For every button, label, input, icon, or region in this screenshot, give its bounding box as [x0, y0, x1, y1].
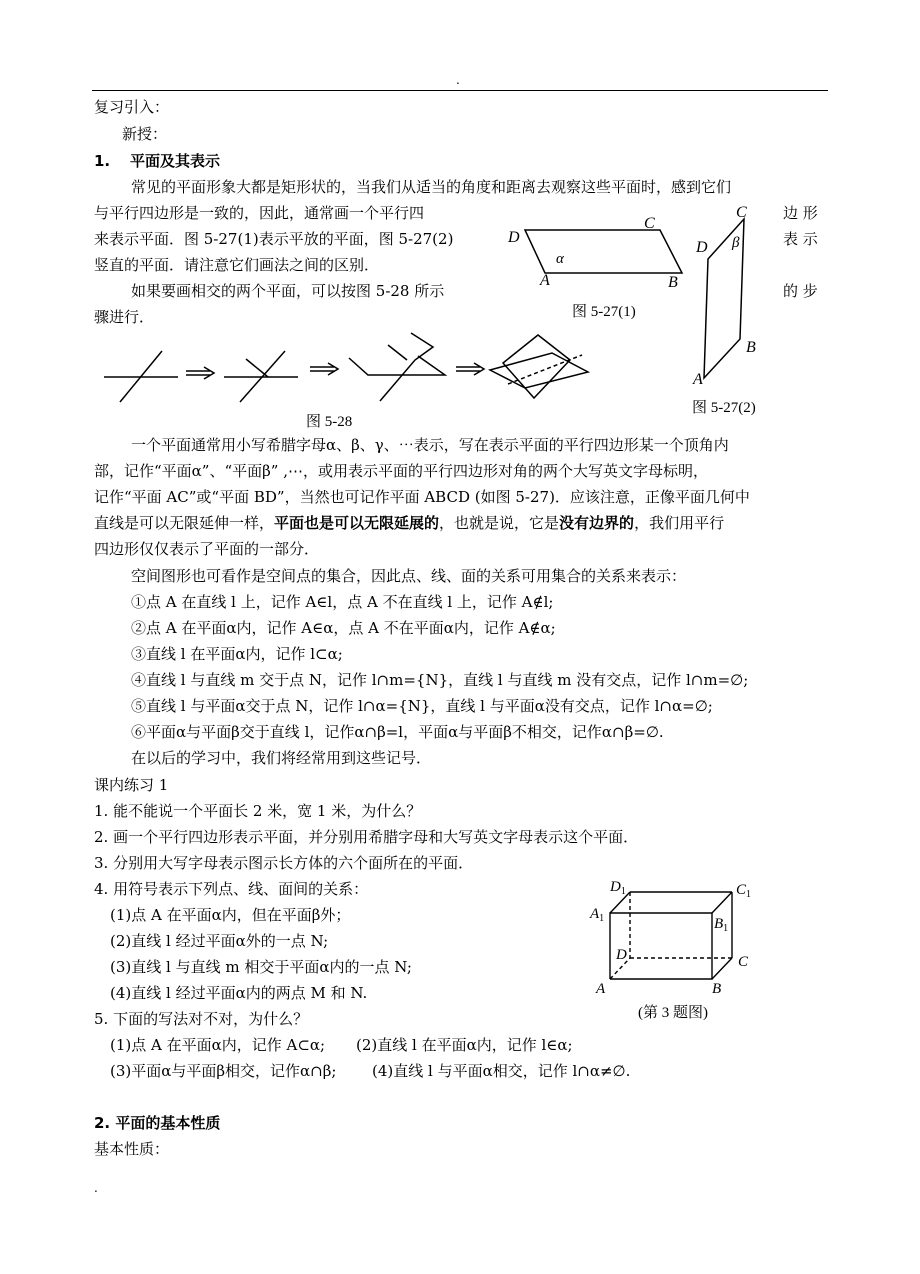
- label-A: A: [596, 981, 606, 997]
- footer-dot: .: [94, 1181, 98, 1195]
- exercise-q1: 1. 能不能说一个平面长 2 米，宽 1 米，为什么？: [94, 802, 422, 820]
- exercise-q4-item: (2)直线 l 经过平面α外的一点 N;: [110, 932, 329, 950]
- figure-cuboid: [588, 876, 768, 1024]
- p1-line2-end: 边 形: [783, 204, 818, 222]
- label-A1: $A_1$: [590, 906, 605, 924]
- figure-5-28: [100, 330, 600, 435]
- p1-line6: 骤进行．: [94, 308, 155, 326]
- p2-emphasis-infinite: 平面也是可以无限延展的: [274, 514, 440, 532]
- exercise-q4-item: (3)直线 l 与直线 m 相交于平面α内的一点 N;: [110, 958, 412, 976]
- header-rule: [92, 90, 828, 91]
- basic-properties-label: 基本性质：: [94, 1140, 170, 1158]
- p1-line1: 常见的平面形象大都是矩形状的，当我们从适当的角度和距离去观察这些平面时，感到它们: [131, 178, 732, 196]
- p2-line4: [94, 513, 724, 533]
- label-C1: $C_1$: [736, 882, 752, 900]
- exercise-q5-item: (3)平面α与平面β相交，记作α∩β;: [110, 1062, 337, 1080]
- exercise-q5-item: (4)直线 l 与平面α相交，记作 l∩α≠∅.: [372, 1062, 631, 1080]
- label-B: B: [712, 981, 722, 997]
- section1-title: 平面及其表示: [130, 152, 221, 170]
- figure-caption: 图 5-27(1): [572, 304, 636, 320]
- step4-plane: [503, 335, 570, 398]
- label-C: C: [736, 204, 747, 221]
- label-C: C: [738, 954, 749, 970]
- p2-line4-e: ，我们用平行: [634, 514, 725, 532]
- label-D: D: [616, 947, 627, 963]
- p2-line1: 一个平面通常用小写希腊字母α、β、γ、⋯表示，写在表示平面的平行四边形某一个顶角内: [131, 436, 729, 454]
- label-D: D: [696, 239, 708, 256]
- p2-emphasis-boundless: 没有边界的: [559, 514, 635, 532]
- label-A: A: [693, 371, 703, 388]
- label-D: D: [508, 229, 520, 246]
- label-B: B: [668, 274, 678, 291]
- section2-number: 2.: [94, 1114, 111, 1132]
- front-face: [610, 913, 712, 979]
- header-dot: .: [456, 73, 460, 87]
- figure-caption: 图 5-27(2): [692, 400, 756, 416]
- figure-5-27-1: [500, 206, 700, 326]
- figure-caption: 图 5-28: [306, 414, 353, 430]
- notation-item: ①点 A 在直线 l 上，记作 A∈l，点 A 不在直线 l 上，记作 A∉l;: [131, 593, 554, 611]
- step3-plane: [349, 356, 445, 375]
- figure-caption: (第 3 题图): [638, 1005, 708, 1021]
- p3-outro: 在以后的学习中，我们将经常用到这些记号．: [131, 749, 432, 767]
- label-A: A: [540, 272, 550, 289]
- label-B: B: [746, 339, 756, 356]
- p1-line5-end: 的 步: [783, 282, 818, 300]
- figure-5-27-2: [686, 200, 796, 420]
- notation-item: ⑥平面α与平面β交于直线 l，记作α∩β=l，平面α与平面β不相交，记作α∩β=∅.: [131, 723, 664, 741]
- section1-number: 1.: [94, 152, 111, 170]
- p1-line3: 来表示平面．图 5-27(1)表示平放的平面，图 5-27(2): [94, 230, 454, 248]
- step2-line: [246, 359, 268, 377]
- label-D1: $D_1$: [610, 879, 626, 897]
- review-heading: 复习引入：: [94, 98, 170, 116]
- label-beta: β: [732, 235, 740, 251]
- p1-line4: 竖直的平面．请注意它们画法之间的区别．: [94, 256, 380, 274]
- p3-intro: 空间图形也可看作是空间点的集合，因此点、线、面的关系可用集合的关系来表示：: [131, 567, 687, 585]
- p2-line5: 四边形仅仅表示了平面的一部分．: [94, 540, 320, 558]
- label-B1: $B_1$: [714, 916, 729, 934]
- exercise-q5-item: (1)点 A 在平面α内，记作 A⊂α;: [110, 1036, 326, 1054]
- section2-title: 平面的基本性质: [115, 1114, 221, 1132]
- p2-line2: 部，记作“平面α”、“平面β” ,⋯，或用表示平面的平行四边形对角的两个大写英文字母标明，: [94, 462, 709, 480]
- notation-item: ⑤直线 l 与平面α交于点 N，记作 l∩α={N}，直线 l 与平面α没有交点，记作 l∩α=∅;: [131, 697, 713, 715]
- exercise-q3: 3. 分别用大写字母表示图示长方体的六个面所在的平面．: [94, 854, 474, 872]
- exercise-q4: 4. 用符号表示下列点、线、面间的关系：: [94, 880, 369, 898]
- notation-item: ④直线 l 与直线 m 交于点 N，记作 l∩m={N}，直线 l 与直线 m 没有交点，记作 l∩m=∅;: [131, 671, 749, 689]
- p2-line4-a: 直线是可以无限延伸一样，: [94, 514, 275, 532]
- plane-parallelogram: [525, 230, 682, 273]
- p1-line3-end: 表 示: [783, 230, 818, 248]
- new-lesson-heading: 新授：: [122, 125, 168, 143]
- p1-line2: 与平行四边形是一致的，因此，通常画一个平行四: [94, 204, 425, 222]
- notation-item: ③直线 l 在平面α内，记作 l⊂α;: [131, 645, 343, 663]
- p1-line5: 如果要画相交的两个平面，可以按图 5-28 所示: [131, 282, 445, 300]
- exercise-q4-item: (4)直线 l 经过平面α内的两点 M 和 N.: [110, 984, 368, 1002]
- label-alpha: α: [556, 251, 564, 267]
- label-C: C: [644, 215, 655, 232]
- exercise-q4-item: (1)点 A 在平面α内，但在平面β外；: [110, 906, 351, 924]
- section2-heading: [94, 1113, 220, 1133]
- exercise-q5-item: (2)直线 l 在平面α内，记作 l∈α;: [356, 1036, 573, 1054]
- exercise-q5: 5. 下面的写法对不对，为什么？: [94, 1010, 309, 1028]
- step3-plane: [380, 333, 433, 401]
- exercise-q2: 2. 画一个平行四边形表示平面，并分别用希腊字母和大写英文字母表示这个平面．: [94, 828, 639, 846]
- p2-line3: 记作“平面 AC”或“平面 BD”，当然也可记作平面 ABCD (如图 5-27)．应该注意，正像平面几何中: [94, 488, 750, 506]
- p2-line4-c: ，也就是说，它是: [439, 514, 560, 532]
- exercise-title: 课内练习 1: [94, 776, 169, 794]
- notation-item: ②点 A 在平面α内，记作 A∈α，点 A 不在平面α内，记作 A∉α;: [131, 619, 556, 637]
